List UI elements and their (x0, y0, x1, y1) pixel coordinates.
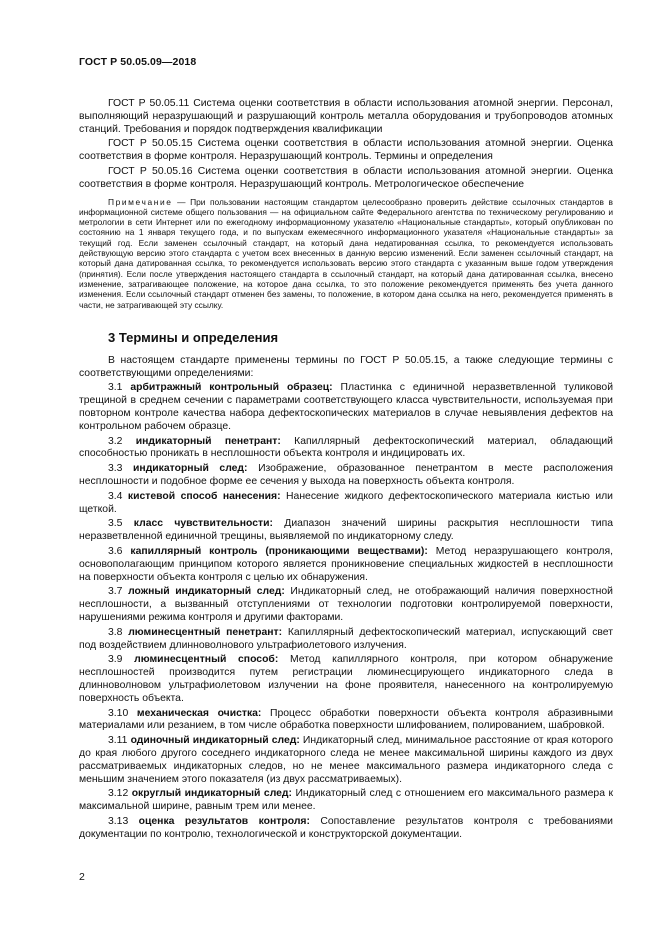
term-definition: Индикаторный след, минимальное расстояние от края которого до края любого другого соседнего индикаторного следа не менее максимальной ширины каждого из двух рассматриваемых индикаторных следов, но не менее максимального размера индикаторного следа с меньшим значением этого показателя (из двух рассматриваемых). (79, 735, 613, 785)
term-name: индикаторный пенетрант: (135, 435, 281, 447)
term-entry (79, 627, 613, 653)
term-name: ложный индикаторный след: (128, 586, 285, 598)
term-name: механическая очистка: (136, 707, 262, 719)
term-definition: Индикаторный след с отношением его максимального размера к максимальной ширине, равным трем или менее. (79, 788, 613, 813)
term-number: 3.11 (108, 735, 128, 747)
terms-container (79, 382, 613, 841)
term-definition: Метод неразрушающего контроля, основополагающим принципом которого является проникновение специальных жидкостей в несплошности на поверхности объекта контроля с целью их обнаружения. (79, 546, 614, 583)
term-entry (79, 708, 613, 734)
term-definition: Сопоставление результатов контроля с требованиями документации по контролю, технологической и конструкторской документации. (79, 815, 613, 840)
definitions-list (79, 355, 613, 842)
reference-item: ГОСТ Р 50.05.16 Система оценки соответствия в области использования атомной энергии. Оценка соответствия в форме контроля. Неразрушающий контроль. Метрологическое обеспечение (79, 165, 613, 190)
term-entry (79, 788, 613, 814)
term-entry (79, 586, 613, 624)
term-name: одиночный индикаторный след: (130, 735, 300, 747)
term-name: люминесцентный способ: (134, 654, 279, 666)
term-entry (79, 546, 613, 584)
term-entry (79, 382, 613, 433)
term-number: 3.13 (108, 815, 129, 827)
term-number: 3.6 (108, 546, 123, 557)
reference-item: ГОСТ Р 50.05.11 Система оценки соответствия в области использования атомной энергии. Персонал, выполняющий неразрушающий и разрушающий контроль металла оборудования и трубопроводов атомных станций. Требования и порядок подтверждения квалификации (79, 98, 613, 135)
term-name: класс чувствительности: (133, 518, 273, 530)
term-definition: Изображение, образованное пенетрантом в месте расположения несплошности и подобное форме ее сечения у выхода на поверхность объекта контроля. (79, 463, 614, 488)
note-text: — При пользовании настоящим стандартом целесообразно проверить действие ссылочных стандартов в информационной системе общего пользования — на официальном сайте Федерального агентства по техническому регулированию и метрологии в сети Интернет или по ежегодному информационному указателю «Национальные стандарты», который опубликован по состоянию на 1 января текущего года, и по выпускам ежемесячного информационного указателя «Национальные стандарты» за текущий год. Если заменен ссылочный стандарт, на который дана недатированная ссылка, то рекомендуется использовать действующую версию этого стандарта с учетом всех внесенных в данную версию изменений. Если заменен ссылочный стандарт, на который дана датированная ссылка, то рекомендуется использовать версию этого стандарта с указанным выше годом утверждения (принятия). Если после утверждения настоящего стандарта в ссылочный стандарт, на который дана датированная ссылка, внесено изменение, затрагивающее положение, на которое дана ссылка, то это положение рекомендуется применять без учета данного изменения. Если ссылочный стандарт отменен без замены, то положение, в котором дана ссылка на него, рекомендуется применять в части, не затрагивающей эту ссылку. (79, 196, 613, 310)
page-number: 2 (79, 871, 85, 883)
term-number: 3.9 (108, 654, 123, 666)
term-name: кистевой способ нанесения: (127, 490, 281, 502)
term-number: 3.3 (108, 463, 123, 475)
term-entry (79, 518, 613, 544)
section-intro: В настоящем стандарте применены термины по ГОСТ Р 50.05.15, а также следующие термины с соответствующими определениями: (79, 354, 613, 379)
term-number: 3.7 (108, 586, 123, 598)
term-name: капиллярный контроль (проникающими веществами): (130, 546, 428, 557)
term-definition: Метод капиллярного контроля, при котором обнаружение несплошностей производится путем регистрации люминесцирующего индикаторного следа в длинноволновом ультрафиолетовом излучении на фоне проявителя, нанесенного на контролируемую поверхность объекта. (79, 654, 613, 704)
section-title: 3 Термины и определения (108, 329, 279, 345)
page-content (79, 98, 613, 844)
term-entry (79, 463, 613, 489)
term-number: 3.2 (108, 435, 123, 447)
term-definition: Нанесение жидкого дефектоскопического материала кистью или щеткой. (79, 490, 613, 515)
term-definition: Капиллярный дефектоскопический материал, испускающий свет под воздействием длинноволнового ультрафиолетового излучения. (79, 626, 614, 651)
term-entry (79, 735, 613, 786)
document-header: ГОСТ Р 50.05.09—2018 (79, 56, 197, 68)
term-number: 3.8 (108, 626, 123, 638)
term-entry (79, 491, 613, 517)
term-entry (79, 436, 613, 462)
term-name: люминесцентный пенетрант: (128, 626, 283, 638)
term-definition: Пластинка с единичной неразветвленной туликовой трещиной в среднем сечении с параметрами соответствующего класса чувствительности, используемая при повторном контроле качества набора дефектоскопических материалов в случае невыявления дефектов на контрольном рабочем образце. (79, 382, 614, 432)
term-name: арбитражный контрольный образец: (130, 382, 333, 394)
term-number: 3.10 (108, 707, 129, 719)
term-definition: Процесс обработки поверхности объекта контроля абразивными материалами или резанием, в том числе обработка поверхности шлифованием, полированием, шабровкой. (79, 707, 613, 732)
term-number: 3.1 (108, 382, 123, 394)
term-number: 3.4 (108, 490, 123, 502)
reference-item: ГОСТ Р 50.05.15 Система оценки соответствия в области использования атомной энергии. Оценка соответствия в форме контроля. Неразрушающий контроль. Термины и определения (79, 138, 613, 163)
term-name: округлый индикаторный след: (131, 788, 292, 800)
note-paragraph (79, 197, 613, 310)
term-number: 3.12 (108, 788, 129, 800)
term-entry (79, 654, 613, 705)
term-name: оценка результатов контроля: (138, 815, 310, 827)
term-definition: Капиллярный дефектоскопический материал, обладающий способностью проникать в несплошности объекта контроля и индицировать их. (79, 435, 613, 460)
term-name: индикаторный след: (133, 463, 248, 475)
note-label: Примечание (108, 196, 173, 207)
term-entry (79, 816, 613, 842)
term-definition: Индикаторный след, не отображающий наличия поверхностной несплошности, а вызванный отступлениями от технологии подготовки контролируемой поверхности, нарушениями режима контроля и другими факторами. (79, 586, 613, 623)
term-number: 3.5 (108, 518, 123, 530)
term-definition: Диапазон значений ширины раскрытия несплошности типа неразветвленной единичной трещины, выявляемой по индикаторному следу. (79, 518, 614, 543)
references-list (79, 98, 613, 192)
